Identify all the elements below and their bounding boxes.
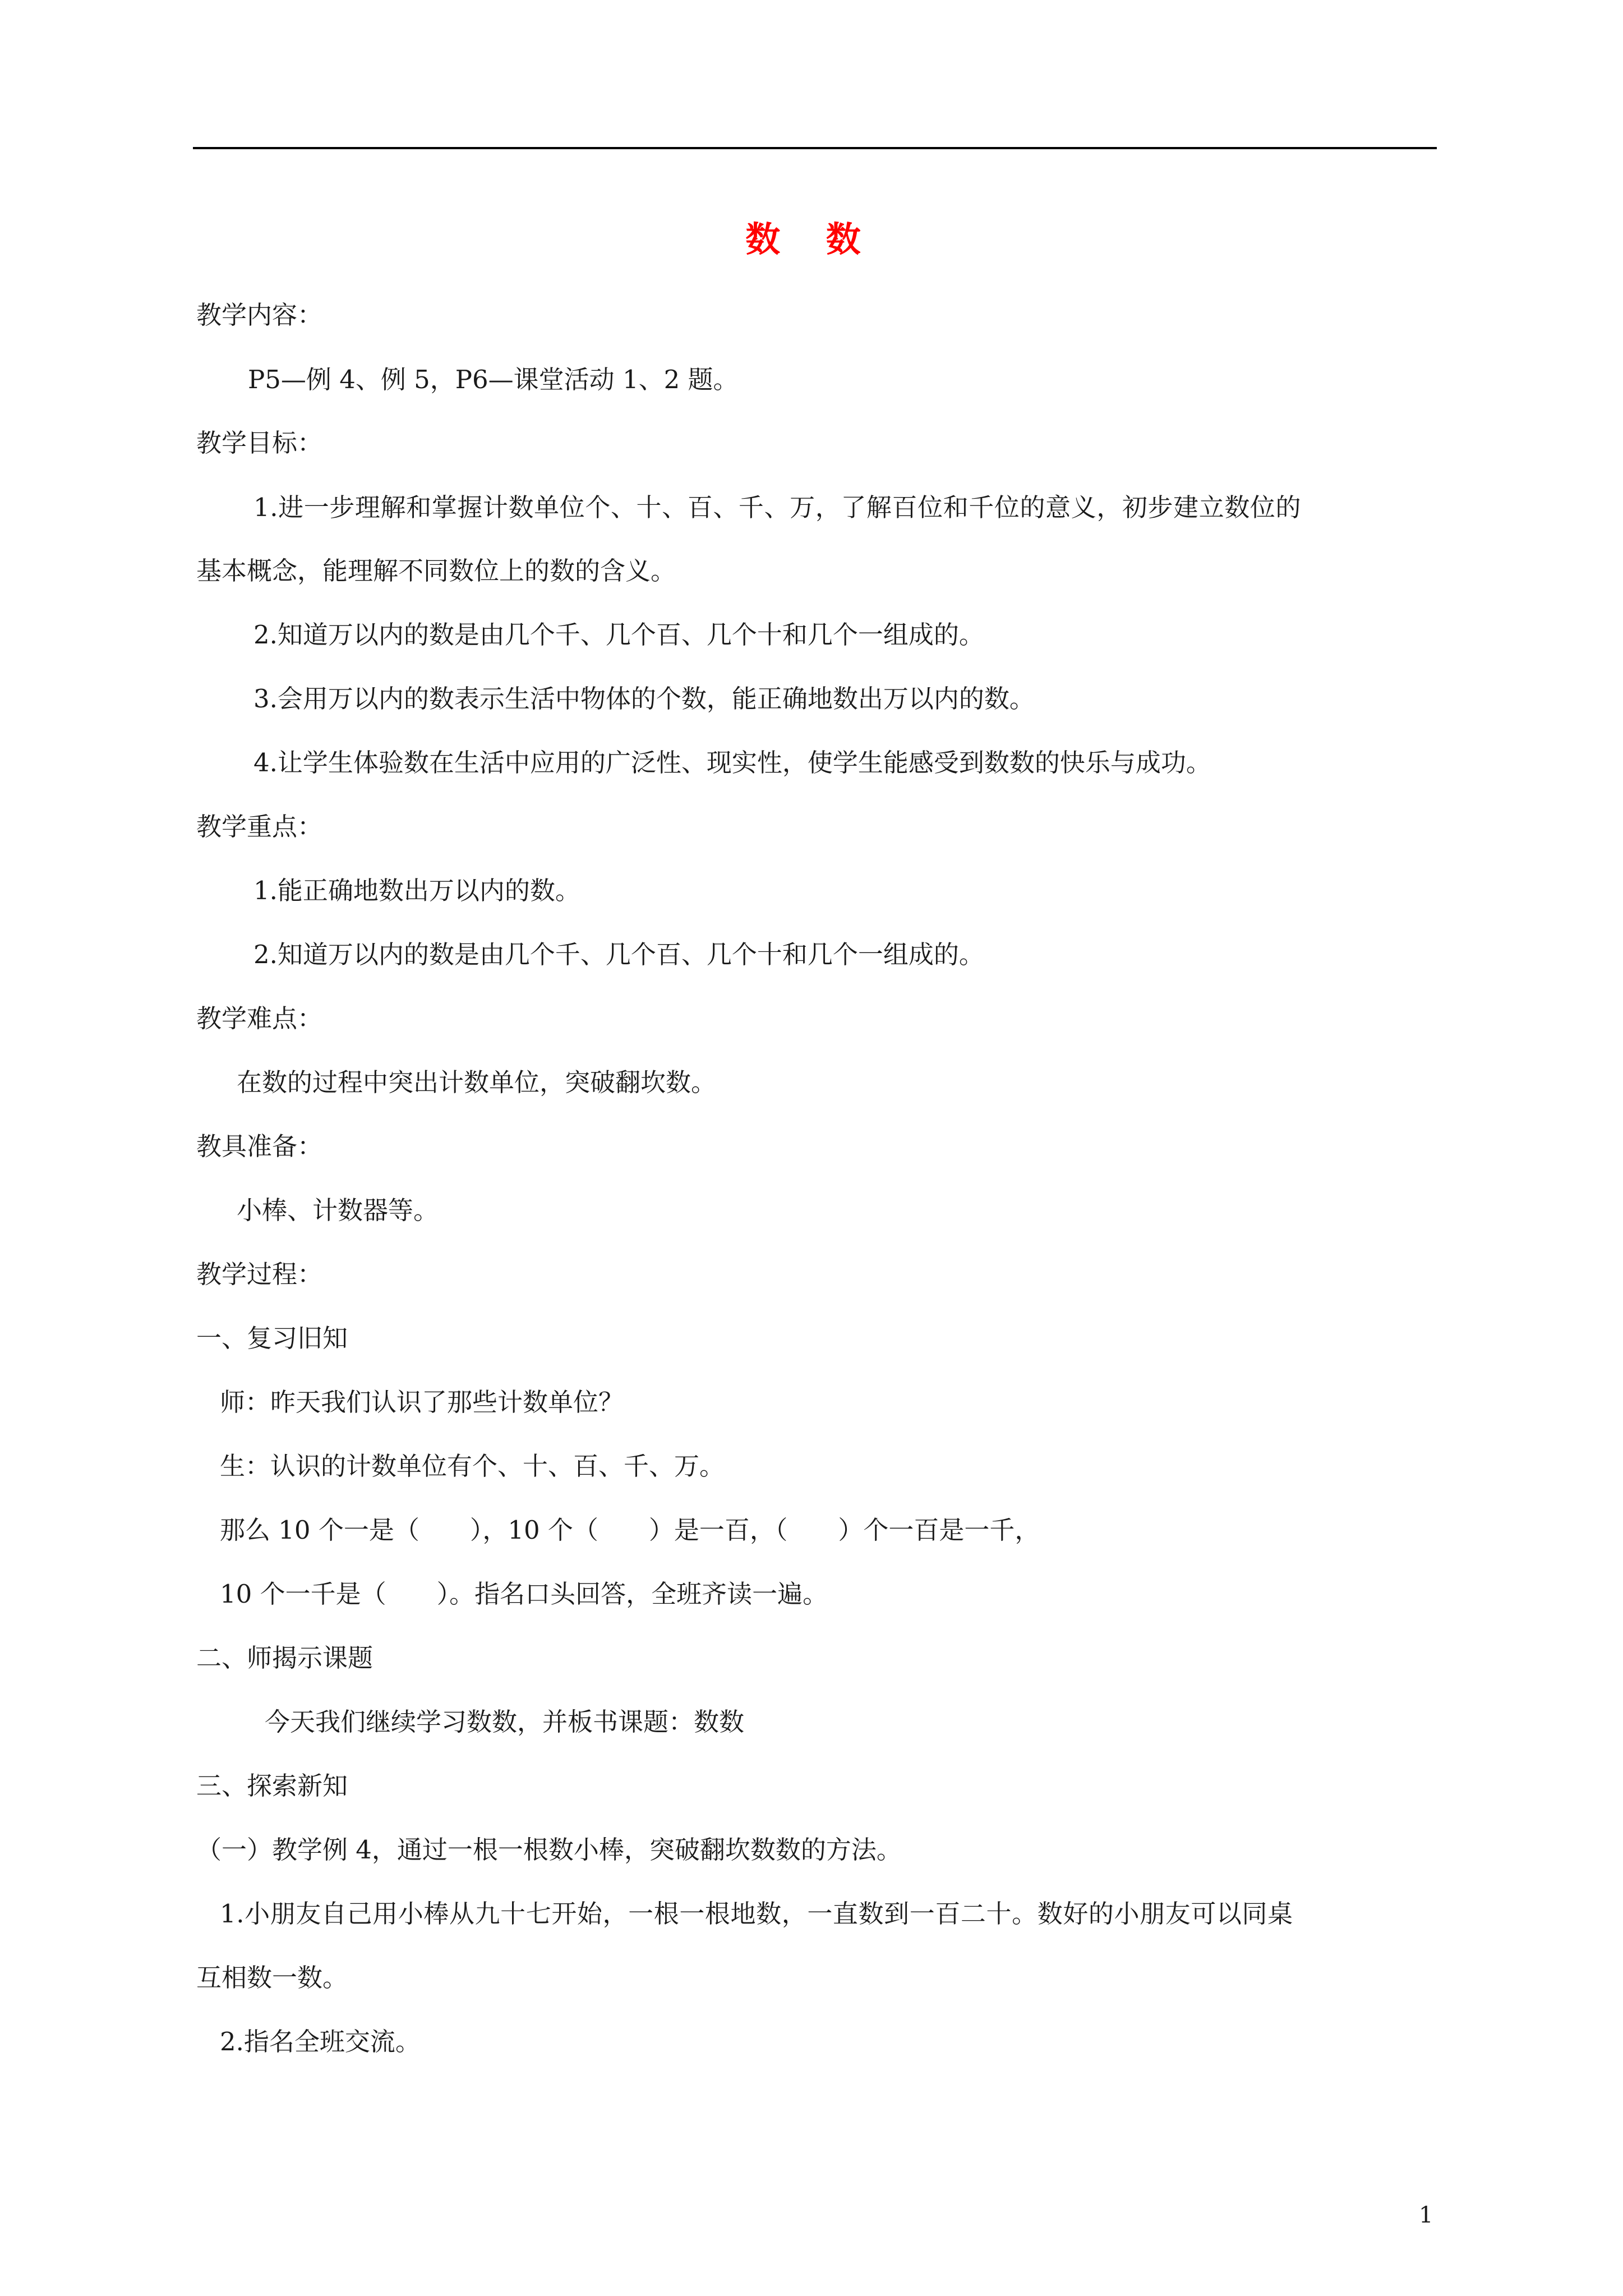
page-number: 1 bbox=[1419, 2202, 1433, 2228]
subsection-heading: 三、探索新知 bbox=[196, 1771, 348, 1801]
body-line: 3.会用万以内的数表示生活中物体的个数，能正确地数出万以内的数。 bbox=[253, 684, 1035, 714]
body-line: 生：认识的计数单位有个、十、百、千、万。 bbox=[220, 1451, 725, 1481]
section-heading-difficulties: 教学难点： bbox=[196, 1004, 323, 1033]
body-line: 1.能正确地数出万以内的数。 bbox=[253, 876, 580, 905]
body-line: 小棒、计数器等。 bbox=[237, 1195, 439, 1225]
body-line: P5—例 4、例 5，P6—课堂活动 1、2 题。 bbox=[248, 365, 739, 394]
body-line: 今天我们继续学习数数，并板书课题：数数 bbox=[265, 1707, 745, 1737]
body-line: 2.指名全班交流。 bbox=[220, 2027, 421, 2056]
section-heading-objectives: 教学目标： bbox=[196, 428, 323, 458]
body-line: 互相数一数。 bbox=[196, 1963, 348, 1993]
body-line: 基本概念，能理解不同数位上的数的含义。 bbox=[196, 556, 676, 586]
section-heading-teaching-aids: 教具准备： bbox=[196, 1131, 323, 1161]
body-line: 1.小朋友自己用小棒从九十七开始，一根一根地数，一直数到一百二十。数好的小朋友可以同桌 bbox=[220, 1899, 1293, 1929]
body-line: 4.让学生体验数在生活中应用的广泛性、现实性，使学生能感受到数数的快乐与成功。 bbox=[253, 748, 1211, 777]
section-heading-key-points: 教学重点： bbox=[196, 812, 323, 841]
section-heading-content: 教学内容： bbox=[196, 300, 323, 330]
body-line: 2.知道万以内的数是由几个千、几个百、几个十和几个一组成的。 bbox=[253, 940, 984, 969]
section-heading-process: 教学过程： bbox=[196, 1259, 323, 1289]
body-line: 1.进一步理解和掌握计数单位个、十、百、千、万，了解百位和千位的意义，初步建立数位的 bbox=[253, 493, 1302, 522]
subsection-heading: 一、复习旧知 bbox=[196, 1323, 348, 1353]
body-line: 那么 10 个一是（ ），10 个（ ）是一百，（ ）个一百是一千， bbox=[220, 1515, 1040, 1545]
body-line: 在数的过程中突出计数单位，突破翻坎数。 bbox=[237, 1068, 717, 1097]
header-rule bbox=[193, 147, 1437, 149]
body-line: 师：昨天我们认识了那些计数单位？ bbox=[220, 1387, 624, 1417]
document-title: 数 数 bbox=[745, 219, 878, 260]
body-line: 2.知道万以内的数是由几个千、几个百、几个十和几个一组成的。 bbox=[253, 620, 984, 650]
body-line: 10 个一千是（ ）。指名口头回答，全班齐读一遍。 bbox=[220, 1579, 828, 1609]
body-line: （一）教学例 4，通过一根一根数小棒，突破翻坎数数的方法。 bbox=[196, 1835, 902, 1865]
subsection-heading: 二、师揭示课题 bbox=[196, 1643, 374, 1673]
